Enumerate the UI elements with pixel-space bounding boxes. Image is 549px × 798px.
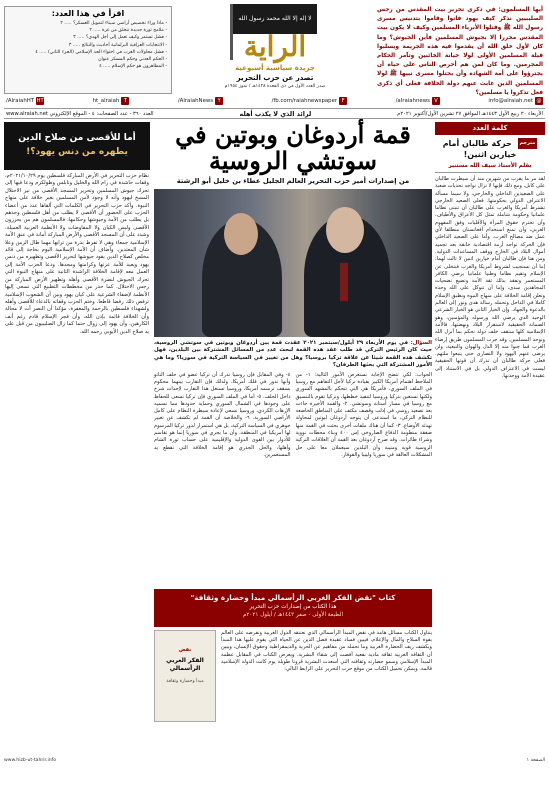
issue-info-bar: [4, 108, 545, 119]
social-label: /fb.com/raiahnewspaper: [271, 98, 338, 104]
editorial-title[interactable]: [435, 138, 545, 160]
main-subhead: من إصدارات أمير حزب التحرير العالم الجليل عطاء بن خليل أبو الرشتة: [176, 177, 410, 185]
book-cover-line3: مبدأ وحضارة وثقافة: [166, 678, 204, 684]
issue-item[interactable]: - ملامح ثورة جديدة تتخلق من غزة ..... ٢: [89, 28, 167, 34]
issue-item[interactable]: - المظاهرون هو حكم الإسلام ..... ٤: [99, 64, 167, 70]
editorial-title-text: حركة طالبان أمام خيارين اثنين!: [442, 139, 517, 159]
issue-item[interactable]: - الحكم العدني وحكم المسكر عنوان: [98, 57, 167, 63]
book-section: [154, 630, 432, 798]
issue-number: [6, 111, 154, 117]
social-link-facebook[interactable]: [272, 97, 348, 105]
flag-icon: لا إله إلا الله محمد رسول الله: [233, 4, 317, 34]
in-this-issue-title: اقرأ في هذا العدد:: [51, 9, 125, 18]
book-cover-line1: نقض: [178, 646, 192, 653]
masthead-header: [0, 0, 549, 94]
book-cover-image[interactable]: [154, 630, 216, 722]
book-title: كتاب "نقض الفكر الغربي الرأسمالي مبدأ وحضارة وثقافة": [190, 592, 396, 602]
issue-number-text: العدد ٣٦٠ - عدد الصفحات: ٤ - الموقع الإلكتروني: [49, 110, 154, 117]
social-label: /AlraiahNews: [177, 98, 214, 104]
vimeo-icon: V: [432, 97, 440, 105]
aqsa-banner-line2: يطهره من دنس يهود؟!: [26, 147, 128, 157]
hizb-icon: HT: [36, 98, 44, 104]
social-link-vimeo[interactable]: [396, 97, 440, 105]
social-label: info@alraiah.net: [488, 98, 533, 104]
facebook-icon: F: [339, 97, 347, 105]
summit-photo: [154, 189, 432, 337]
section-tag: كلمة العدد: [435, 122, 545, 135]
article-body: [154, 372, 432, 586]
footer-link[interactable]: www.hizb-ut-tahrir.info: [4, 758, 57, 763]
youtube-icon: Y: [215, 97, 223, 105]
book-subtitle: هذا الكتاب من إصدارات حزب التحرير: [249, 603, 337, 610]
twitter-icon: T: [121, 97, 129, 105]
footer-page: الصفحة ١: [526, 758, 545, 763]
book-cover-line2: الفكر الغربي الرأسمالي: [166, 656, 204, 672]
top-editorial: أيها المسلمون: في ذكرى تحرير بيت المقدس من رجس الصليبيين نذكر كيف يهود فاتوا وقاموا بتدنيس مسرى رسول الله ﷺ وقتلوا الأبرياء المسلمين وكيف لا يكون بيت المقدس محررا إلا بجيوش المسلمين فأين الجيوش؟ وما كان لأول خلق الله أن يقدموا فيه هذه الجريمة ويسلبوا قبلة المسلمين الأولى لولا خيانة الخائنين وتآمر الحكام المجرمين. وما كان لمن هم أحرص الناس على حياة أن يجترؤوا على أمة الشهادة وأن يحتلوا مسرى نبيها ﷺ لولا المسلمين الذين غابت عنهم دولة الخلافة فعلى أي ذكرى فعل تذكروا يا مسلمين؟: [377, 7, 543, 96]
social-link-email[interactable]: [488, 97, 543, 105]
issue-item[interactable]: - فشل محاولات الغرب في احتواء الحد الإسلامي (الجزء الثاني) ..... ٤: [35, 49, 167, 55]
translated-badge: مترجم: [518, 138, 538, 149]
main-article: [154, 122, 432, 766]
social-label: /alraiahnews: [395, 98, 430, 104]
masthead-issued: صدر العدد الأول في ذي القعدة ١٤٢٨هـ / تموز ١٩٥٤م: [224, 84, 326, 89]
aqsa-banner-line1: أما للأقصى من صلاح الدين: [18, 133, 136, 143]
aqsa-column: [4, 122, 150, 766]
person-head-left: [224, 213, 258, 255]
social-link-twitter[interactable]: [93, 97, 130, 105]
article-intro: [154, 340, 432, 370]
social-bar: [4, 95, 545, 107]
main-headline[interactable]: قمة أردوغان وبوتين في سوتشي الروسية: [175, 120, 411, 175]
issue-date: الأربعاء ٢٠ ربيع الأول ١٤٤٣هـ الموافق ٢٧ تشرين الأول/أكتوبر ٢٠٢١م: [397, 110, 543, 117]
issue-item[interactable]: - ماذا وراء تخصيص أراضي سيناء لتمويل العسكر؟ ..... ٢: [60, 21, 167, 26]
social-label: ht_alraiah: [92, 98, 120, 104]
article-column-right: الجواب: لكي تتضح الإجابة نستعرض الأمور التالية: ١- من الملاحظ اهتمام أمريكا الكبير بقيادة تركيا لأجل التفاهم مع روسيا في الملف السوري، فأمريكا هي التي تتحكم بالمشهد السوري ولكنها تستعين بتركيا وروسيا لتنفيذ خططها، وتركيا تقوم بالتنسيق مع روسيا في مسار أستانة وسوتشي. ٢- والقمة الأخيرة جاءت بعد تصعيد روسي في إدلب وقصف مكثف على المناطق الخاضعة للنظام التركي، ما استدعى أن يتوجه أردوغان لبوتين لمحاولة تهدئة الأوضاع. ٣- كما أن هناك ملفات أخرى بحثت في القمة منها صفقة منظومة الدفاع الصاروخي إس ٤٠٠ وبناء محطات نووية وشراء طائرات. وقد صرح أردوغان بعد القمة أن العلاقات التركية الروسية قوية ومتينة وأن البلدين سيعملان معا على حل المشكلات العالقة في سوريا وليبيا والقوقاز.: [295, 371, 432, 458]
masthead-publisher: تصدر عن حزب التحرير: [236, 74, 314, 82]
masthead-title: الراية: [243, 30, 307, 63]
page-footer: [4, 758, 545, 767]
social-link-youtube[interactable]: [178, 97, 223, 105]
issue-item[interactable]: - الانتخابات العراقية البرلمانية أحاديث والنتائج ..... ٣: [68, 42, 167, 48]
issue-item[interactable]: - فشل تستمر وكيف تعمل إلى أجل الهدى؟ ..... ٣: [73, 35, 167, 41]
editorial-column: [435, 122, 545, 766]
book-edition: الطبعة الأولى - صفر ١٤٤٣هـ / أيلول ٢٠٢١م: [242, 611, 344, 618]
editorial-body: لقد مر ما يقرب من شهرين منذ أن سيطرت طالبان على كابل، ومع ذلك فإنها لا تزال تواجه تحديات صعبة على الصعيدين الداخلي والخارجي، ولا سيما مسألة الاعتراف الدولي بحكومتها. فعلى الصعيد الخارجي تشترط أمريكا والغرب على طالبان أن تتبنى نظاما علمانيا وحكومة شاملة تمثل كل الأعراق والأطياف، وأن تحترم حقوق المرأة والأقليات وفق المفهوم الغربي، وأن تمنع استخدام أفغانستان منطلقا لأي عمل ضد مصالح الغرب. وأما على الصعيد الداخلي فإن الحركة تواجه أزمة اقتصادية خانقة بعد تجميد أموال البلاد في الخارج ووقف المساعدات الدولية. ومن هنا فإن طالبان أمام خيارين اثنين لا ثالث لهما: إما أن تستجيب لشروط أمريكا والغرب فتتخلى عن الإسلام وتقيم نظاما وطنيا علمانيا يرضي الكافر المستعمر وتفقد بذلك ثقة الأمة وتضيع تضحيات المجاهدين سدى، وإما أن تتوكل على الله وحده وتعلن إقامة الخلافة على منهاج النبوة وتطبق الإسلام كاملا في الداخل وتحمله رسالة هدى ونور إلى العالم بالدعوة والجهاد. وإن الخيار الثاني هو الخيار الشرعي الوحيد الذي يرضي الله ورسوله والمؤمنين، وهو الضمانة الحقيقية لاستقرار البلاد ونهضتها، فالأمة الإسلامية كلها ستقف خلف دولة تحكم بما أنزل الله وتوحد المسلمين. وقد جرب المسلمون طريق إرضاء الغرب فما جنوا منه إلا الذل والهوان والتبعية، ولن يرضى عنهم اليهود ولا النصارى حتى يتبعوا ملتهم. فعلى حركة طالبان أن تدرك أن قوتها الحقيقية ليست في الاعتراف الدولي بل في الاستناد إلى عقيدة الأمة ووحدتها.: [435, 176, 545, 380]
website-link[interactable]: www.alraiah.net: [6, 110, 48, 117]
person-head-right: [326, 207, 364, 253]
motto: لرائد الذي لا يكذب أهله: [239, 109, 312, 118]
intro-text: في يوم الأربعاء ٢٩ أيلول/سبتمبر ٢٠٢١ عقدت قمة بين أردوغان وبوتين في سوتشي الروسية، حيث كان الرئيس التركي قد طلب عقد هذه القمة لبحث عدد من المسائل المشتركة بين البلدين، فهل تكشف هذه القمة شيئا عن علاقة تركيا بروسيا؟ وهل من تغيير في السياسة التركية في سوريا؟ وما هي الأمور المشتركة التي بحثها الطرفان؟: [154, 340, 432, 369]
article-column-left: ٤- وفي المقابل فإن روسيا تدرك أن تركيا عضو في حلف الناتو وأنها تدور في فلك أمريكا، ولذلك فإن التقارب بينهما محكوم بسقف ترسمه أمريكا، وروسيا تستغل هذا التقارب لإحداث شرخ داخل الحلف. ٥- أما في الملف السوري فإن تركيا تسعى للحفاظ على وجودها في الشمال السوري وحماية حدودها مما تسميه الإرهاب الكردي، وروسيا تسعى لإعادة سيطرة النظام على كامل الأراضي السورية. ٦- والخلاصة أن القمة لم تكشف عن تغيير جوهري في السياسة التركية، بل هي استمرار لدور تركيا المرسوم لها أمريكيا في المنطقة، وأن ما يجري في سوريا إنما هو تقاسم للأدوار بين القوى الدولية والإقليمية على حساب ثورة الشام وأهلها، والحل الجذري هو إقامة الخلافة التي تقطع يد المستعمرين.: [154, 371, 291, 458]
email-icon: @: [536, 98, 542, 104]
tie-shape: [340, 263, 348, 301]
social-link-hizb[interactable]: [6, 97, 44, 105]
social-label: /AlraiahHT: [6, 98, 35, 104]
book-description: يتناول الكتاب مسائل هامة في نقض المبدأ الرأسمالي الذي تعتنقه الدول الغربية وتفرضه على العالم بقوة السلاح والمال والإعلام، فيبين فساد عقيدة فصل الدين عن الحياة التي يقوم عليها هذا المبدأ ويكشف زيف الحضارة الغربية وما تحمله من مفاهيم عن الحرية والديمقراطية وحقوق الإنسان، ويبين أن الثقافة الغربية ثقافة مادية نفعية أفضت إلى شقاء البشرية. ويعرض الكتاب في المقابل عظمة المبدأ الإسلامي وسمو حضارته وثقافته التي أسعدت البشرية قرونا طويلة يوم كانت الدولة الإسلامية قائمة. ويمكن تحميل الكتاب من موقع حزب التحرير على الرابط التالي:: [221, 629, 432, 673]
editorial-author: بقلم الأستاذ سيف الله مستنير: [435, 163, 545, 173]
aqsa-body: نظام حزب التحرير في الأرض المباركة فلسطين يوم ٢٠٢١/١٠/٢٩م، وقفات حاشدة في رام الله والخليل ونابلس وطولكرم ودعا فيها إلى تحرك جيوش المسلمين وتحرير المسجد الأقصى من نير الاحتلال المسخ ليهود وأنه لا وجود لأمن المسلمين بغير خلافة على منهاج النبوة. وأكد حزب التحرير في الكلمات التي ألقاها عدد من أعضاء الحزب على الحضور أن الأقصى لا يطلب من أهل فلسطين وحدهم بل يطلب من الأمة وجيوشها وحكامها، فالمسلمون هم من يحررون الأقصى وليس الكيان ولا المفاوضات ولا الأنظمة العربية العميلة. وشدد على أن المسجد الأقصى والأرض المباركة أمانة في عنق الأمة الإسلامية جمعاء وهي لا تفرط بذرة من ترابها مهما طال الزمن وعلا شأن المعتدين. وأضاف أن الأمة الإسلامية اليوم بحاجة إلى قائد مخلص كصلاح الدين يقود جيوشها لتحرير الأقصى وتطهيره من دنس يهود ويعيد للأمة عزتها وكرامتها ومجدها. ودعا الحزب الأمة إلى العمل معه لإقامة الخلافة الراشدة الثانية على منهاج النبوة التي تحرك الجيوش لنصرة الأقصى وأهله وتطهير الأرض المباركة من رجس الاحتلال. كما حذر من مخططات التطبيع التي تسعى إليها الأنظمة لإضفاء الشرعية على كيان يهود وبين أن الشعوب الإسلامية ترفض ذلك رفضا قاطعا. وختم الحزب وقفاته بالدعاء للأقصى وأهله ولشهداء فلسطين بالرحمة والمغفرة، مؤكدا أن النصر آت لا محالة وأن الخلافة قائمة بإذن الله، وأن فجر الإسلام قادم رغم أنف الكارهين، وأن يهود إلى زوال حتما كما زال الصليبيون من قبل على يد صلاح الدين الأيوبي رحمه الله.: [5, 173, 149, 335]
book-banner[interactable]: [154, 589, 432, 627]
newspaper-logo[interactable]: [180, 4, 370, 92]
intro-lead: السؤال:: [410, 340, 432, 346]
aqsa-banner[interactable]: [4, 122, 150, 170]
in-this-issue-box: [4, 6, 172, 94]
masthead-tagline: جريدة سياسية أسبوعية: [235, 64, 315, 72]
